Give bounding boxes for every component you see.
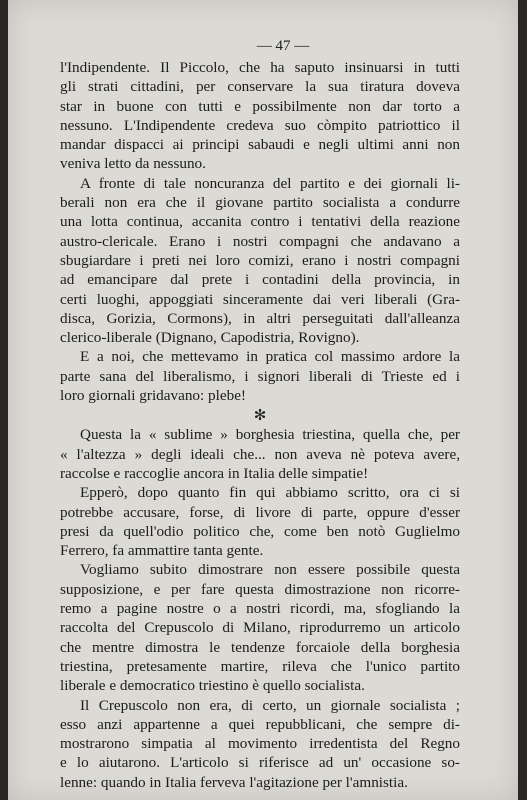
text-line: star in buone con tutti e possibilmente non dar torto a <box>60 97 460 115</box>
text-line: che mentre dimostra le tendenze forcaiole della borghesia <box>60 638 460 656</box>
text-line: esso anzi appartenne a quei repubblicani, che sempre di- <box>60 715 460 733</box>
text-line: supposizione, e per fare questa dimostrazione non ricorre- <box>60 580 460 598</box>
text-line: Questa la « sublime » borghesia triestina, quella che, per <box>80 426 460 444</box>
text-line: liberale e democratico triestino è quello socialista. <box>60 677 365 695</box>
text-line: Epperò, dopo quanto fin qui abbiamo scritto, ora ci si <box>80 484 460 502</box>
paragraph <box>60 174 460 348</box>
book-page <box>8 0 518 800</box>
paragraph <box>60 560 460 695</box>
text-line: disca, Gorizia, Cormons), in altri perseguitati dall'alleanza <box>60 309 460 327</box>
text-line: Il Crepuscolo non era, di certo, un giornale socialista ; <box>80 696 460 714</box>
paragraph <box>60 483 460 560</box>
paragraph <box>60 347 460 405</box>
text-line: Ferrero, fa ammattire tanta gente. <box>60 542 264 560</box>
text-line: sbugiardare i preti nei loro comizi, erano i nostri compagni <box>60 251 460 269</box>
text-line: loro giornali gridavano: plebe! <box>60 387 246 405</box>
text-line: certi luoghi, appoggiati sinceramente dai veri liberali (Gra- <box>60 290 460 308</box>
text-line: berali non era che il giovane partito socialista a condurre <box>60 194 460 212</box>
text-line: una lotta continua, accanita contro i tentativi della reazione <box>60 213 460 231</box>
text-line: mandar dispacci ai principi sabaudi e negli ultimi anni non <box>60 136 460 154</box>
text-line: raccolse e raccoglie ancora in Italia delle simpatie! <box>60 464 369 482</box>
text-line: austro-clericale. Erano i nostri compagni che andavano a <box>60 232 460 250</box>
text-line: e lo aiutarono. L'articolo si riferisce ad un' occasione so- <box>60 754 460 772</box>
text-line: ad emancipare dal prete i contadini della provincia, in <box>60 271 460 289</box>
body-text <box>60 58 460 792</box>
text-line: « l'altezza » degli ideali che... non aveva nè poteva avere, <box>60 445 460 463</box>
section-separator: ✻ <box>253 408 267 425</box>
text-line: mostrarono simpatia al movimento irredentista del Regno <box>60 735 460 753</box>
text-line: gli strati cittadini, per conservare la sua tiratura doveva <box>60 78 460 96</box>
text-line: lenne: quando in Italia ferveva l'agitazione per l'amnistia. <box>60 773 408 791</box>
text-line: raccolta del Crepuscolo di Milano, riprodurremo un articolo <box>60 619 460 637</box>
text-line: presi da quell'odio politico che, come ben notò Guglielmo <box>60 522 460 540</box>
text-line: parte sana del liberalismo, i signori liberali di Trieste ed i <box>60 367 460 385</box>
text-line: Vogliamo subito dimostrare non essere possibile questa <box>80 561 460 579</box>
text-line: A fronte di tale noncuranza del partito e dei giornali li- <box>80 174 460 192</box>
text-line: l'Indipendente. Il Piccolo, che ha saputo insinuarsi in tutti <box>60 59 460 76</box>
text-line: clerico-liberale (Dignano, Capodistria, Rovigno). <box>60 329 360 347</box>
page-number: — 47 — <box>256 38 310 54</box>
text-line: veniva letto da nessuno. <box>60 155 206 173</box>
text-line: triestina, pretesamente martire, rileva che l'unico partito <box>60 657 460 675</box>
paragraph <box>60 425 460 483</box>
text-line: E a noi, che mettevamo in pratica col massimo ardore la <box>80 348 460 366</box>
paragraph <box>60 696 460 792</box>
text-line: potrebbe accusare, forse, di livore di parte, oppure d'esser <box>60 503 460 521</box>
text-line: remo a pagine nostre o a nostri ricordi, ma, sfogliando la <box>60 600 460 618</box>
paragraph <box>60 58 460 174</box>
text-line: nessuno. L'Indipendente credeva suo còmpito patriottico il <box>60 116 460 134</box>
